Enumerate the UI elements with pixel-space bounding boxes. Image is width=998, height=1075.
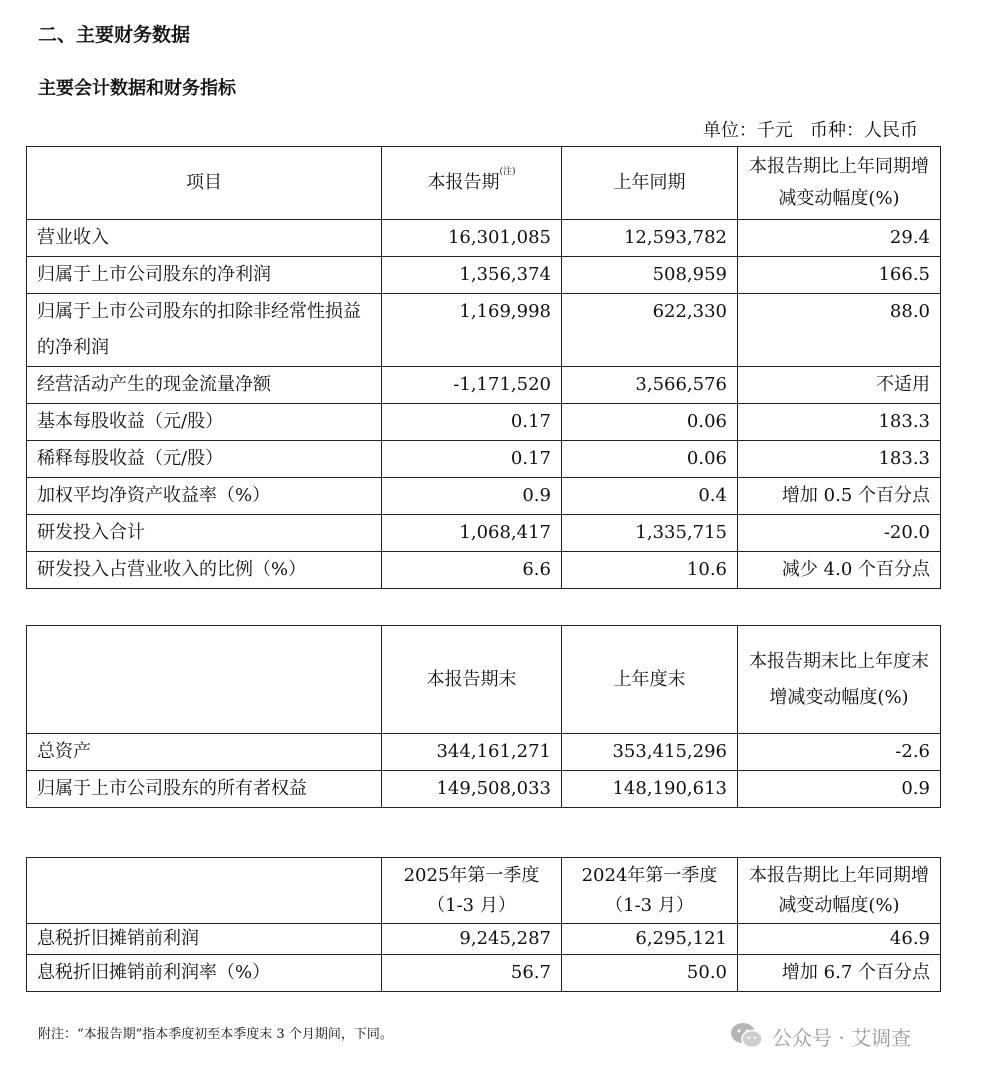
table-row: 归属于上市公司股东的扣除非经常性损益的净利润 1,169,998 622,330 88.0 <box>27 294 941 367</box>
header-change: 本报告期比上年同期增减变动幅度(%) <box>738 858 941 924</box>
wechat-icon <box>730 1021 764 1051</box>
balance-data-table <box>26 625 941 808</box>
header-change: 本报告期末比上年度末增减变动幅度(%) <box>738 626 941 734</box>
accounting-data-table <box>26 146 941 589</box>
table-header-row <box>27 858 941 924</box>
header-change: 本报告期比上年同期增减变动幅度(%) <box>738 147 941 220</box>
table-row: 经营活动产生的现金流量净额 -1,171,520 3,566,576 不适用 <box>27 367 941 404</box>
table-header-row <box>27 626 941 734</box>
header-q1-2024: 2024年第一季度（1-3 月） <box>562 858 738 924</box>
table-row: 稀释每股收益（元/股） 0.17 0.06 183.3 <box>27 441 941 478</box>
header-prior-period: 上年同期 <box>562 147 738 220</box>
header-q1-2025: 2025年第一季度（1-3 月） <box>382 858 562 924</box>
table-row: 研发投入合计 1,068,417 1,335,715 -20.0 <box>27 515 941 552</box>
unit-currency-line: 单位：千元 币种：人民币 <box>702 120 918 141</box>
table-row: 营业收入 16,301,085 12,593,782 29.4 <box>27 220 941 257</box>
header-prior-year-end: 上年度末 <box>562 626 738 734</box>
table-header-row <box>27 147 941 220</box>
table-row: 研发投入占营业收入的比例（%） 6.6 10.6 减少 4.0 个百分点 <box>27 552 941 589</box>
header-period-end: 本报告期末 <box>382 626 562 734</box>
header-blank <box>27 626 382 734</box>
section-title: 二、主要财务数据 <box>38 24 191 46</box>
table-row: 加权平均净资产收益率（%） 0.9 0.4 增加 0.5 个百分点 <box>27 478 941 515</box>
table-row: 归属于上市公司股东的所有者权益 149,508,033 148,190,613 0.9 <box>27 771 941 808</box>
table-row: 息税折旧摊销前利润 9,245,287 6,295,121 46.9 <box>27 924 941 955</box>
footnote: 附注：“本报告期”指本季度初至本季度末 3 个月期间，下同。 <box>38 1027 393 1042</box>
watermark-text: 公众号 · 艾调查 <box>772 1025 912 1050</box>
table-row: 总资产 344,161,271 353,415,296 -2.6 <box>27 734 941 771</box>
header-blank <box>27 858 382 924</box>
table-row: 基本每股收益（元/股） 0.17 0.06 183.3 <box>27 404 941 441</box>
header-current-period: 本报告期$^{(注)}$ <box>382 147 562 220</box>
watermark <box>730 1016 911 1056</box>
table-row: 息税折旧摊销前利润率（%） 56.7 50.0 增加 6.7 个百分点 <box>27 955 941 992</box>
header-note: (注) <box>499 167 516 177</box>
subsection-title: 主要会计数据和财务指标 <box>38 78 236 99</box>
table-row: 归属于上市公司股东的净利润 1,356,374 508,959 166.5 <box>27 257 941 294</box>
header-item: 项目 <box>27 147 382 220</box>
ebitda-table <box>26 857 941 992</box>
